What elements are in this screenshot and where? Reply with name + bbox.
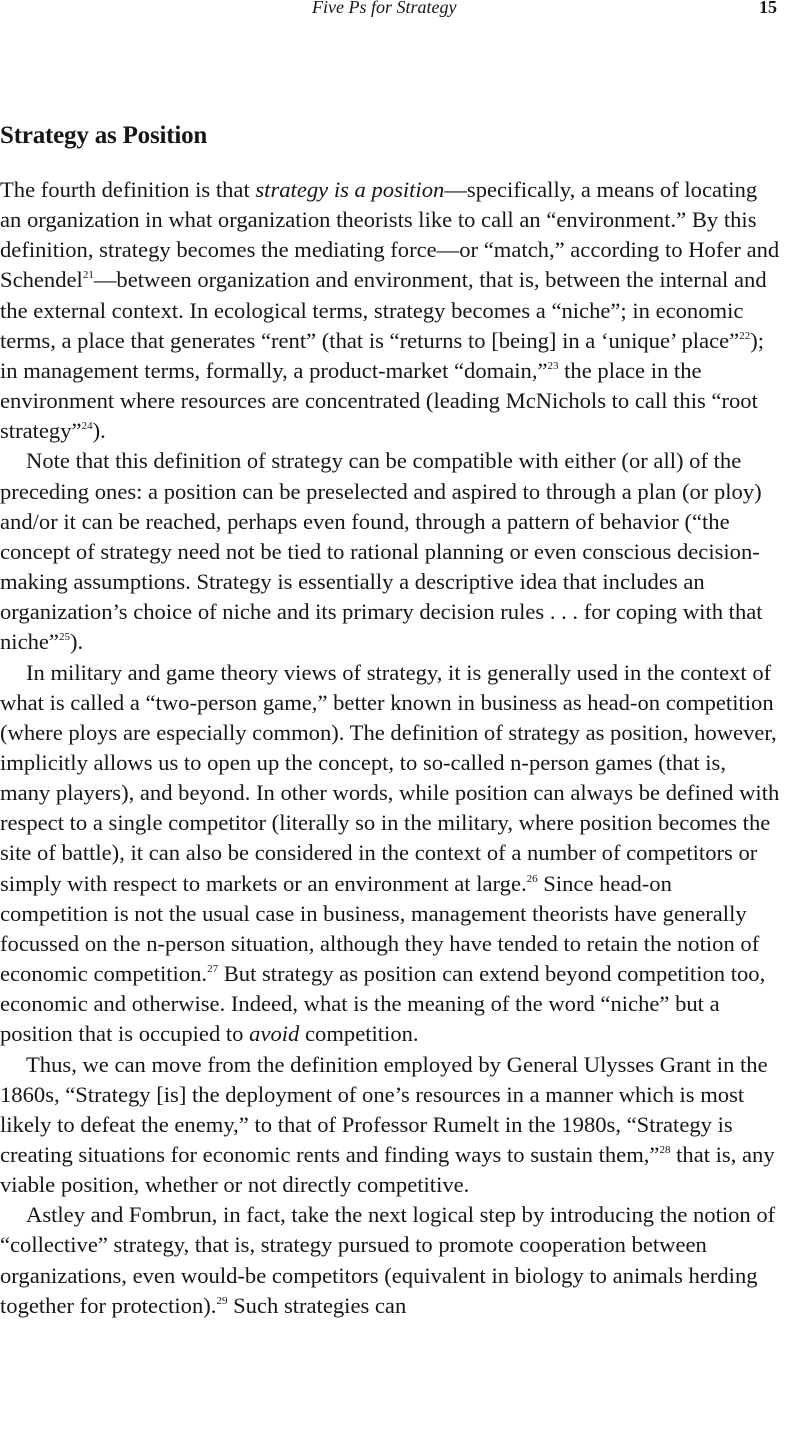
text-run: Such strategies can — [227, 1292, 407, 1318]
note-reference: 29 — [216, 1294, 228, 1307]
running-title: Five Ps for Strategy — [312, 0, 457, 17]
text-run: ). — [69, 629, 84, 655]
text-run: —specifically, a means of locating an organization in what organization theorists like to call an “environment.” By this definition, strategy becomes the mediating force—or “match,” according to Hofer and Schendel — [0, 177, 780, 293]
paragraph-2 — [0, 446, 780, 657]
note-reference: 22 — [739, 329, 751, 342]
emphasis-text: strategy is a position — [255, 177, 445, 202]
text-run: Note that this definition of strategy can be compatible with either (or all) of the preceding ones: a position can be preselected and aspired to through a plan (or ploy) and/or it can be reached, perhaps even found, through a pattern of behavior (“the concept of strategy need not be tied to rational planning or even conscious decision-making assumptions. Strategy is essentially a descriptive idea that includes an organization’s choice of niche and its primary decision rules . . . for coping with that niche” — [0, 448, 763, 655]
page-number: 15 — [759, 0, 777, 17]
text-run: Astley and Fombrun, in fact, take the next logical step by introducing the notion of “collective” strategy, that is, strategy pursued to promote cooperation between organizations, even would-be competitors (equivalent in biology to animals herding together for protection). — [0, 1202, 776, 1318]
body-text — [0, 175, 780, 1321]
text-run: But strategy as position can extend beyond competition too, economic and otherwise. Indeed, what is the meaning of the word “niche” but a position that is occupied to — [0, 961, 766, 1047]
text-run: competition. — [299, 1021, 419, 1047]
note-reference: 27 — [207, 963, 219, 976]
note-reference: 28 — [659, 1144, 671, 1156]
text-run: ); in management terms, formally, a product-market “domain,” — [0, 327, 764, 383]
paragraph-1 — [0, 175, 780, 446]
text-run: ). — [92, 418, 106, 444]
section-heading: Strategy as Position — [0, 122, 208, 149]
paragraph-5 — [0, 1200, 780, 1321]
emphasis-text: avoid — [249, 1021, 300, 1047]
note-reference: 23 — [547, 359, 559, 372]
text-run: Thus, we can move from the definition employed by General Ulysses Grant in the 1860s, “Strategy [is] the deployment of one’s resources in a manner which is most likely to defeat the enemy,” to that of Professor Rumelt in the 1980s, “Strategy is creating situations for economic rents and finding ways to sustain them,” — [0, 1051, 768, 1167]
text-run: the place in the environment where resources are concentrated (leading McNichols to call this “root strategy” — [0, 357, 758, 444]
note-reference: 24 — [81, 420, 93, 433]
running-head — [0, 0, 785, 24]
note-reference: 21 — [82, 269, 94, 282]
note-reference: 25 — [58, 631, 70, 644]
text-run: Since head-on competition is not the usual case in business, management theorists have generally focussed on the n-person situation, although they have tended to retain the notion of economic competition. — [0, 870, 760, 987]
text-run: —between organization and environment, that is, between the internal and the external context. In ecological terms, strategy becomes a “niche”; in economic terms, a place that generates “rent” (that is “returns to [being] in a ‘unique’ place” — [0, 267, 767, 353]
text-run: The fourth definition is that — [0, 177, 256, 202]
text-run: In military and game theory views of strategy, it is generally used in the context of what is called a “two-person game,” better known in business as head-on competition (where ploys are especially common). The definition of strategy as position, however, implicitly allows us to open up the concept, to so-called n-person games (that is, many players), and beyond. In other words, while position can always be defined with respect to a single competitor (literally so in the military, where position becomes the site of battle), it can also be considered in the context of a number of competitors or simply with respect to markets or an environment at large. — [0, 659, 780, 896]
text-run: that is, any viable position, whether or not directly competitive. — [0, 1142, 775, 1198]
paragraph-3 — [0, 658, 780, 1050]
note-reference: 26 — [526, 872, 538, 885]
paragraph-4 — [0, 1050, 780, 1201]
